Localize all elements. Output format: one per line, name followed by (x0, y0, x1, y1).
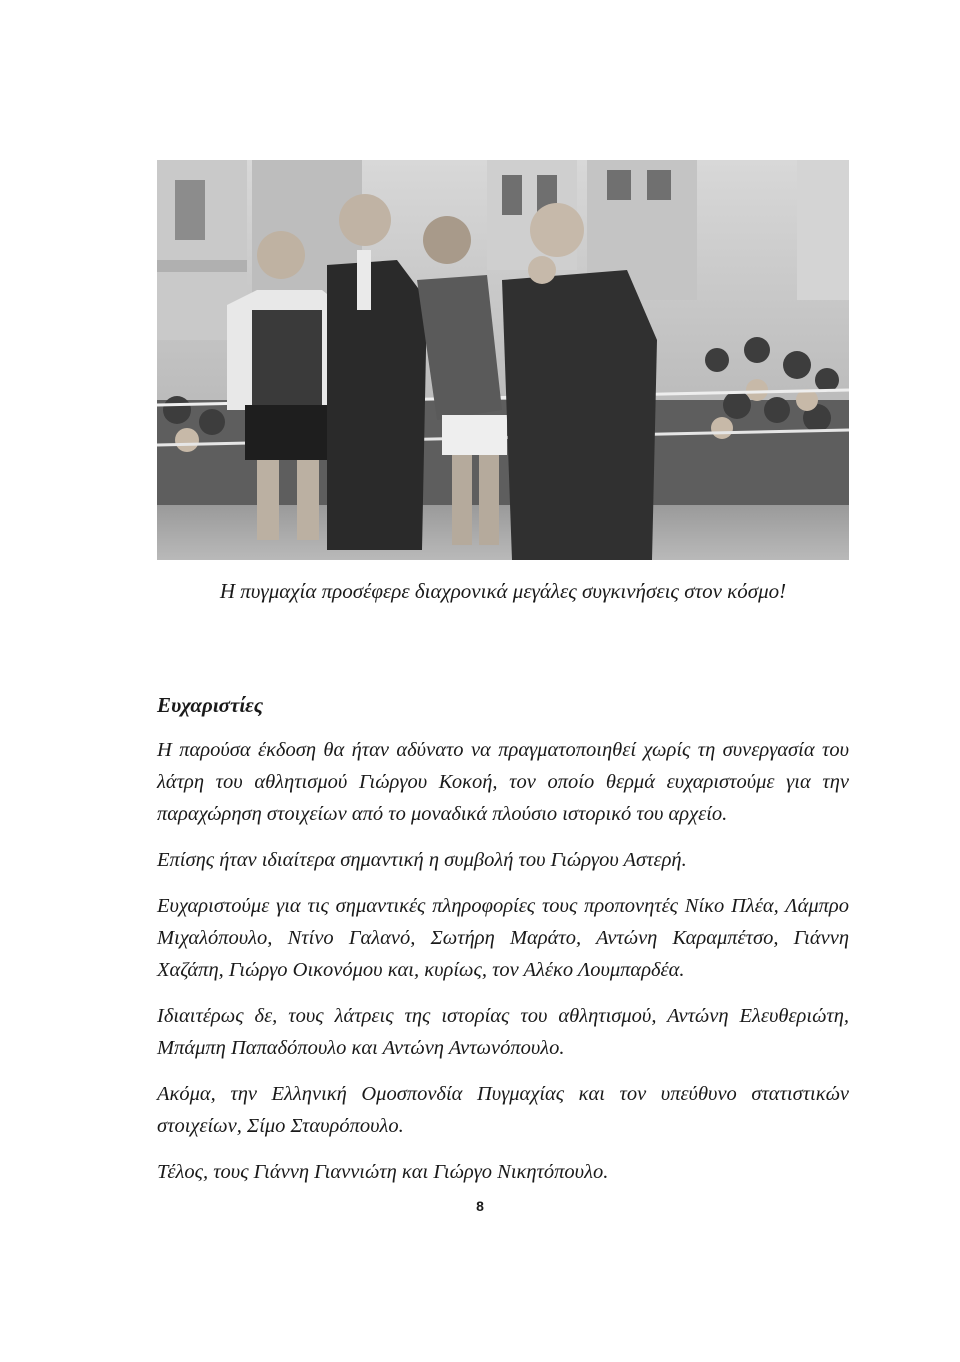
section-heading: Ευχαριστίες (157, 693, 264, 717)
paragraph: Ευχαριστούμε για τις σημαντικές πληροφορίες τους προπονητές Νίκο Πλέα, Λάμπρο Μιχαλόπουλο, Ντίνο Γαλανό, Σωτήρη Μαράτο, Αντώνη Καραμπέτσο, Γιάννη Χαζάπη, Γιώργο Οικονόμου και, κυρίως, τον Αλέκο Λουμπαρδέα. (157, 895, 849, 981)
acknowledgements-text (157, 734, 849, 1202)
page-number: 8 (476, 1198, 484, 1214)
paragraph: Η παρούσα έκδοση θα ήταν αδύνατο να πραγματοποιηθεί χωρίς τη συνεργασία του λάτρη του αθλητισμού Γιώργου Κοκοή, τον οποίο θερμά ευχαριστούμε για την παραχώρηση στοιχείων από το μοναδικά πλούσιο ιστορικό του αρχείο. (157, 739, 849, 825)
paragraph: Ακόμα, την Ελληνική Ομοσπονδία Πυγμαχίας και τον υπεύθυνο στατιστικών στοιχείων, Σίμο Σταυρόπουλο. (157, 1083, 849, 1137)
boxing-photo-illustration (157, 160, 849, 560)
photo-caption: Η πυγμαχία προσέφερε διαχρονικά μεγάλες συγκινήσεις στον κόσμο! (219, 579, 787, 603)
paragraph: Τέλος, τους Γιάννη Γιαννιώτη και Γιώργο Νικητόπουλο. (157, 1161, 609, 1183)
paragraph: Ιδιαιτέρως δε, τους λάτρεις της ιστορίας του αθλητισμού, Αντώνη Ελευθεριώτη, Μπάμπη Παπαδόπουλο και Αντώνη Αντωνόπουλο. (157, 1005, 849, 1059)
paragraph: Επίσης ήταν ιδιαίτερα σημαντική η συμβολή του Γιώργου Αστερή. (157, 849, 687, 871)
boxing-photo (157, 160, 849, 560)
